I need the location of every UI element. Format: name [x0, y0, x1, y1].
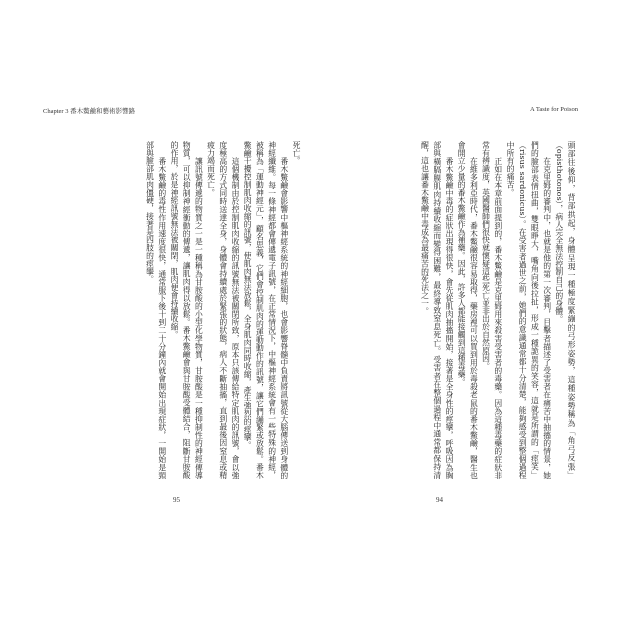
left-paragraph: 番木鱉鹼會影響中樞神經系統的神經細胞，也會影響脊髓中負責將訊號從大腦傳送到身體的神經纖維。每一條神經都會傳遞電子訊號，在正常情況下，中樞神經系統會有一些特殊的神經，被稱為「運動神經元」，顧名思義，它們會控制肌肉的運動動作的訊號，讓它們繃緊或放鬆。番木鱉鹼干擾控制肌肉收縮的訊號，使肌肉無法放鬆，全身肌肉同時收縮，產生強烈的痙攣。	[243, 141, 289, 479]
left-page-number: 95	[173, 496, 180, 504]
left-paragraph: 這個機制由於控制肌肉收縮的訊號無法被關閉所致，原本只該傳給特定肌肉的訊號，會以強度極高的方式同時送達全身，身體會持續處於緊張的狀態，病人不斷抽搐，直到最後因窒息或精疲力竭而死亡。	[206, 141, 240, 479]
right-paragraph: 在克里姆的審判中，也就是他的第一次審判，目擊者描述了受害者在痛苦中抽搐的情景，她們的臉部表情扭曲，雙眼睜大，嘴角向後拉扯，形成一種詭異的笑容，這就是所謂的「痙笑」（risus sardonicus）。在受害者過世之前，她們的意識通常都十分清楚，能夠感受到整個過程中所有的痛苦。	[505, 141, 552, 479]
right-paragraph: 番木鱉鹼中毒的症狀出現得很快，會先從肌肉抽搐開始，接著是全身性的痙攣，呼吸因為胸部與橫膈膜肌肉持續收縮而變得困難，最終導致窒息死亡。受害者在整個過程中通常都保持清醒，這也讓番木鱉鹼中毒成為最痛苦的死法之一。	[420, 141, 454, 479]
right-running-header: A Taste for Poison	[530, 106, 578, 113]
left-page-body	[48, 141, 302, 479]
right-page-body	[329, 141, 577, 479]
left-paragraph: 番木鱉鹼的毒性作用速度很快，通常服下後十到二十分鐘內就會開始出現症狀，一開始是頸部與臉部肌肉僵硬，接著是四肢的痙攣。	[145, 141, 167, 479]
left-paragraph: 讓訊號傳遞的物質之一是一種稱為甘胺酸的小型化學物質，甘胺酸是一種抑制性的神經傳導物質，可以抑制神經衝動的傳遞，讓肌肉得以放鬆。番木鱉鹼會與甘胺酸受體結合，阻斷甘胺酸的作用，於是神經訊號無法被關閉，肌肉便會持續收縮。	[169, 141, 204, 479]
left-paragraph: 死亡。	[292, 141, 301, 165]
right-page-number: 94	[436, 496, 443, 504]
right-paragraph: 頭部往後仰，背部拱起，身體呈現一種極度緊繃的弓形姿勢，這種姿勢稱為「角弓反張」（opisthotonos），病人完全無法控制自己的身體。	[554, 141, 576, 479]
left-running-header: Chapter 3 番木鱉鹼和藝術影響路	[43, 108, 136, 115]
right-paragraph: 正如在本章前面提到的，番木鱉鹼是克里姆用來殺害受害者的毒藥。因為這種毒藥的症狀非常有辨識度，英國醫師們很快就懷疑這些死亡並非出於自然原因。	[481, 141, 503, 479]
right-paragraph: 在維多利亞時代，番木鱉鹼很容易取得，藥房裡可以買到用於毒殺老鼠的番木鱉鹼，醫生也會開立少量的番木鱉鹼作為補藥。因此，許多人都能接觸到這種毒藥。	[457, 141, 479, 479]
